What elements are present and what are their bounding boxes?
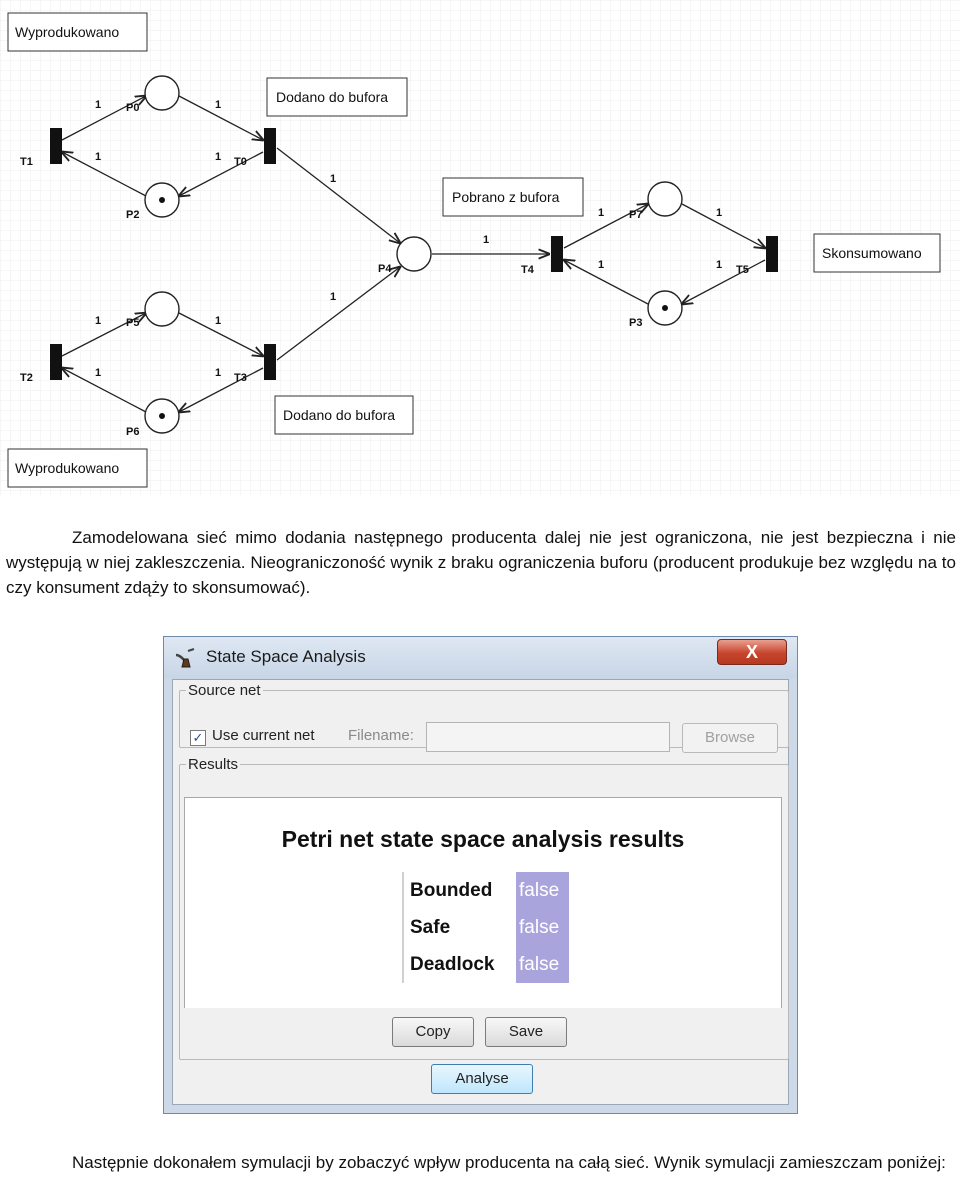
place-label: P5 bbox=[126, 317, 140, 329]
result-value-deadlock: false bbox=[516, 946, 569, 983]
table-row bbox=[402, 946, 569, 983]
table-row bbox=[402, 872, 569, 909]
transition-label: T5 bbox=[736, 264, 749, 276]
transition-label: T3 bbox=[234, 372, 247, 384]
analyse-button[interactable]: Analyse bbox=[431, 1064, 533, 1094]
place-label: P2 bbox=[126, 209, 140, 221]
token bbox=[159, 413, 165, 419]
paragraph-next-step: Następnie dokonałem symulacji by zobaczyć wpływ producenta na całą sieć. Wynik symulacji zamieszczam poniżej: bbox=[72, 1153, 946, 1172]
arc-weight: 1 bbox=[330, 291, 337, 303]
arc-weight: 1 bbox=[483, 234, 490, 246]
dialog-title: State Space Analysis bbox=[206, 647, 366, 666]
filename-label: Filename: bbox=[348, 727, 414, 744]
arc-weight: 1 bbox=[215, 315, 222, 327]
place-p0 bbox=[145, 76, 179, 110]
arc-weight: 1 bbox=[598, 207, 605, 219]
title-bar[interactable] bbox=[164, 637, 797, 679]
table-row bbox=[402, 909, 569, 946]
transition-label: T2 bbox=[20, 372, 33, 384]
close-button[interactable]: X bbox=[717, 639, 787, 665]
annotation-added-top: Dodano do bufora bbox=[276, 89, 389, 105]
state-space-analysis-dialog bbox=[163, 636, 798, 1114]
arc-weight: 1 bbox=[95, 151, 102, 163]
pipe-icon bbox=[174, 647, 196, 669]
filename-input[interactable] bbox=[426, 722, 670, 752]
annotation-produced-bottom: Wyprodukowano bbox=[15, 460, 120, 476]
place-label: P4 bbox=[378, 263, 392, 275]
arc-weight: 1 bbox=[95, 99, 102, 111]
annotation-consumed: Skonsumowano bbox=[822, 245, 922, 261]
arc-weight: 1 bbox=[215, 367, 222, 379]
arc-weight: 1 bbox=[716, 259, 723, 271]
source-net-legend: Source net bbox=[188, 682, 261, 699]
token bbox=[662, 305, 668, 311]
arc-weight: 1 bbox=[215, 99, 222, 111]
place-label: P0 bbox=[126, 102, 140, 114]
use-current-net-checkbox[interactable]: ✓ bbox=[190, 730, 206, 746]
arc-weight: 1 bbox=[95, 367, 102, 379]
copy-button[interactable]: Copy bbox=[392, 1017, 474, 1047]
place-p4 bbox=[397, 237, 431, 271]
token bbox=[159, 197, 165, 203]
transition-t1 bbox=[50, 128, 62, 164]
save-button[interactable]: Save bbox=[485, 1017, 567, 1047]
arc-weight: 1 bbox=[598, 259, 605, 271]
transition-t3 bbox=[264, 344, 276, 380]
annotation-added-bottom: Dodano do bufora bbox=[283, 407, 396, 423]
transition-label: T4 bbox=[521, 264, 534, 276]
annotation-produced-top: Wyprodukowano bbox=[15, 24, 120, 40]
place-p5 bbox=[145, 292, 179, 326]
dialog-body bbox=[172, 679, 789, 1105]
use-current-net-option[interactable] bbox=[190, 727, 315, 746]
arc-weight: 1 bbox=[215, 151, 222, 163]
petri-net-diagram bbox=[0, 0, 960, 495]
place-label: P3 bbox=[629, 317, 643, 329]
arc-weight: 1 bbox=[330, 173, 337, 185]
results-legend: Results bbox=[188, 756, 239, 773]
browse-button[interactable]: Browse bbox=[682, 723, 778, 753]
result-key-bounded: Bounded bbox=[402, 872, 516, 909]
source-net-group bbox=[179, 682, 789, 748]
transition-t4 bbox=[551, 236, 563, 272]
transition-label: T0 bbox=[234, 156, 247, 168]
paragraph-conclusion: Zamodelowana sieć mimo dodania następnego producenta dalej nie jest ograniczona, nie jest bezpieczna i nie występują w niej zakleszczenia. Nieograniczoność wynik z braku ograniczenia buforu (producent produkuje bez względu na to czy konsument zdąży to skonsumować). bbox=[6, 528, 956, 597]
transition-t5 bbox=[766, 236, 778, 272]
transition-label: T1 bbox=[20, 156, 33, 168]
results-pane[interactable] bbox=[184, 797, 782, 1008]
result-value-bounded: false bbox=[516, 872, 569, 909]
results-heading: Petri net state space analysis results bbox=[281, 826, 685, 852]
result-key-deadlock: Deadlock bbox=[402, 946, 516, 983]
arc-weight: 1 bbox=[716, 207, 723, 219]
place-label: P6 bbox=[126, 426, 140, 438]
results-table bbox=[402, 872, 569, 983]
result-value-safe: false bbox=[516, 909, 569, 946]
place-p7 bbox=[648, 182, 682, 216]
place-label: P7 bbox=[629, 209, 643, 221]
results-group bbox=[179, 756, 789, 1060]
transition-t0 bbox=[264, 128, 276, 164]
annotation-taken: Pobrano z bufora bbox=[452, 189, 560, 205]
transition-t2 bbox=[50, 344, 62, 380]
result-key-safe: Safe bbox=[402, 909, 516, 946]
arc-weight: 1 bbox=[95, 315, 102, 327]
use-current-net-label: Use current net bbox=[212, 727, 315, 744]
